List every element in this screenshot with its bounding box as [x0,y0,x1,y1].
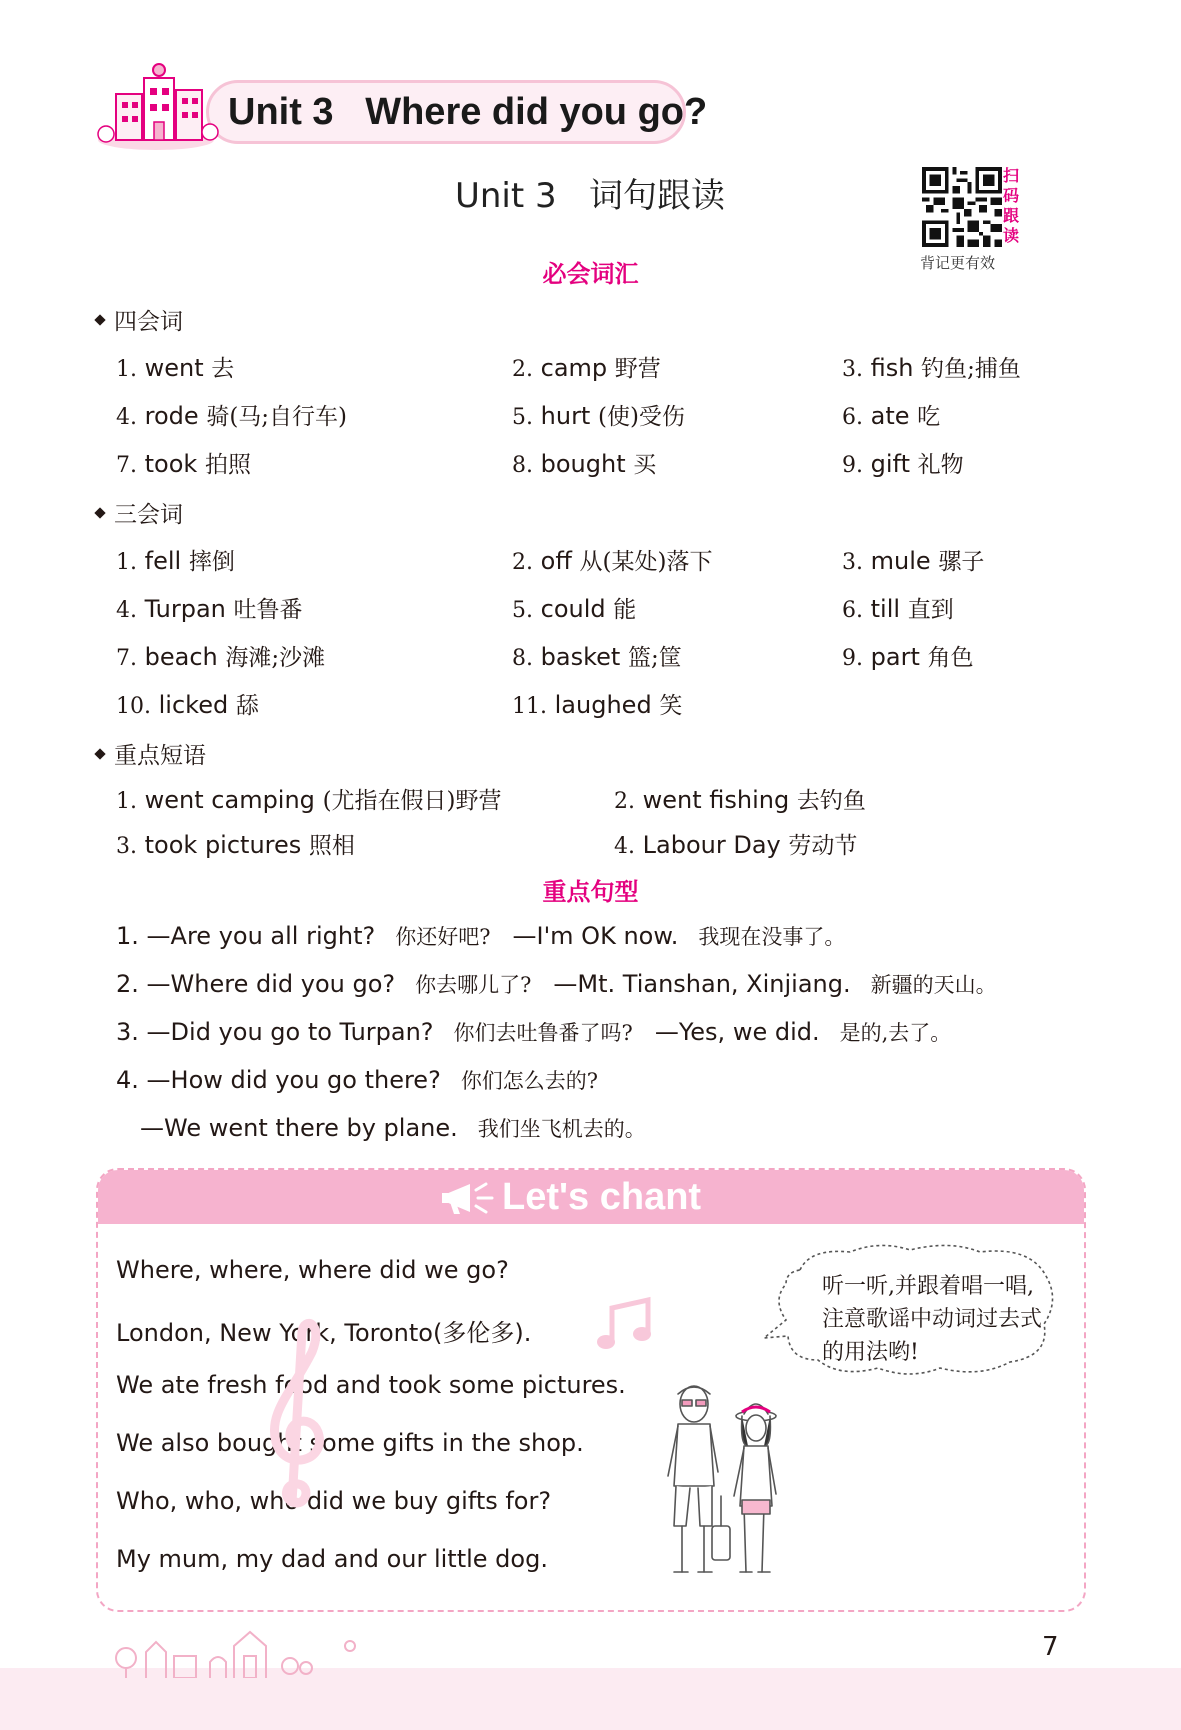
vocab-item: 8. basket 篮;筐 [512,643,682,671]
vocab-item: 2. off 从(某处)落下 [512,547,713,575]
vocab-item: 1. fell 摔倒 [116,547,235,575]
vocab-item: 7. beach 海滩;沙滩 [116,643,326,671]
diamond-bullet-icon [94,748,105,759]
chant-header [98,1170,1084,1224]
treble-clef-icon [262,1312,332,1512]
chant-line: London, New York, Toronto(多伦多). [116,1319,532,1347]
town-decoration-icon [110,1622,360,1678]
vocab-item: 4. Turpan 吐鲁番 [116,595,303,623]
chant-line: We ate fresh food and took some pictures. [116,1371,626,1399]
chant-title: Let's chant [502,1176,702,1218]
vocab-section-title: 必会词汇 [542,260,639,288]
vocab-item: 5. hurt (使)受伤 [512,402,685,430]
phrase-item: 4. Labour Day 劳动节 [614,831,858,859]
buildings-illustration-icon [96,60,222,154]
vocab-item: 9. gift 礼物 [842,450,964,478]
phrase-item: 2. went fishing 去钓鱼 [614,786,866,814]
unit-banner [96,60,708,154]
speech-bubble-text: 听一听,并跟着唱一唱,注意歌谣中动词过去式的用法哟! [822,1274,1043,1365]
diamond-bullet-icon [94,314,105,325]
vocab-item: 10. licked 舔 [116,691,259,719]
vocab-item: 3. mule 骡子 [842,547,985,575]
qr-code-icon[interactable] [922,167,1002,247]
sentence-line: 1. —Are you all right? 你还好吧? —I'm OK now. 我现在没事了。 [116,922,846,950]
vocab-item: 6. ate 吃 [842,402,941,430]
sentence-line: 2. —Where did you go? 你去哪儿了? —Mt. Tianshan, Xinjiang. 新疆的天山。 [116,970,997,998]
vocab-item: 6. till 直到 [842,595,954,623]
vocab-item: 5. could 能 [512,595,637,623]
phrase-item: 3. took pictures 照相 [116,831,355,859]
chant-line: Who, who, who did we buy gifts for? [116,1487,552,1515]
four-skill-label: 四会词 [96,303,183,336]
vocab-item: 1. went 去 [116,354,235,382]
page-number: 7 [1042,1632,1059,1662]
chant-line: We also bought some gifts in the shop. [116,1429,584,1457]
vocab-item: 2. camp 野营 [512,354,661,382]
vocab-item: 9. part 角色 [842,643,974,671]
three-skill-label: 三会词 [96,496,183,529]
chant-box [96,1168,1086,1612]
page-subtitle: Unit 3 词句跟读 [454,176,726,216]
music-note-icon [590,1296,660,1356]
vocab-item: 3. fish 钓鱼;捕鱼 [842,354,1021,382]
vocab-item: 7. took 拍照 [116,450,251,478]
vocab-item: 4. rode 骑(马;自行车) [116,402,348,430]
phrase-item: 1. went camping (尤指在假日)野营 [116,786,502,814]
phrases-label: 重点短语 [96,737,206,770]
sentence-line: 3. —Did you go to Turpan? 你们去吐鲁番了吗? —Yes, we did. 是的,去了。 [116,1018,952,1046]
sentence-line: —We went there by plane. 我们坐飞机去的。 [140,1114,646,1142]
scan-hint: 扫码跟读 [1003,166,1020,245]
megaphone-icon [440,1178,496,1218]
diamond-bullet-icon [94,507,105,518]
vocab-item: 11. laughed 笑 [512,691,683,719]
travelers-illustration-icon [660,1376,800,1582]
vocab-item: 8. bought 买 [512,450,657,478]
sentence-section-title: 重点句型 [542,878,639,906]
qr-caption: 背记更有效 [920,254,996,272]
unit-title: Unit 3 Where did you go? [228,91,708,133]
sentence-line: 4. —How did you go there? 你们怎么去的? [116,1066,599,1094]
chant-line: Where, where, where did we go? [116,1256,509,1284]
chant-line: My mum, my dad and our little dog. [116,1545,548,1573]
